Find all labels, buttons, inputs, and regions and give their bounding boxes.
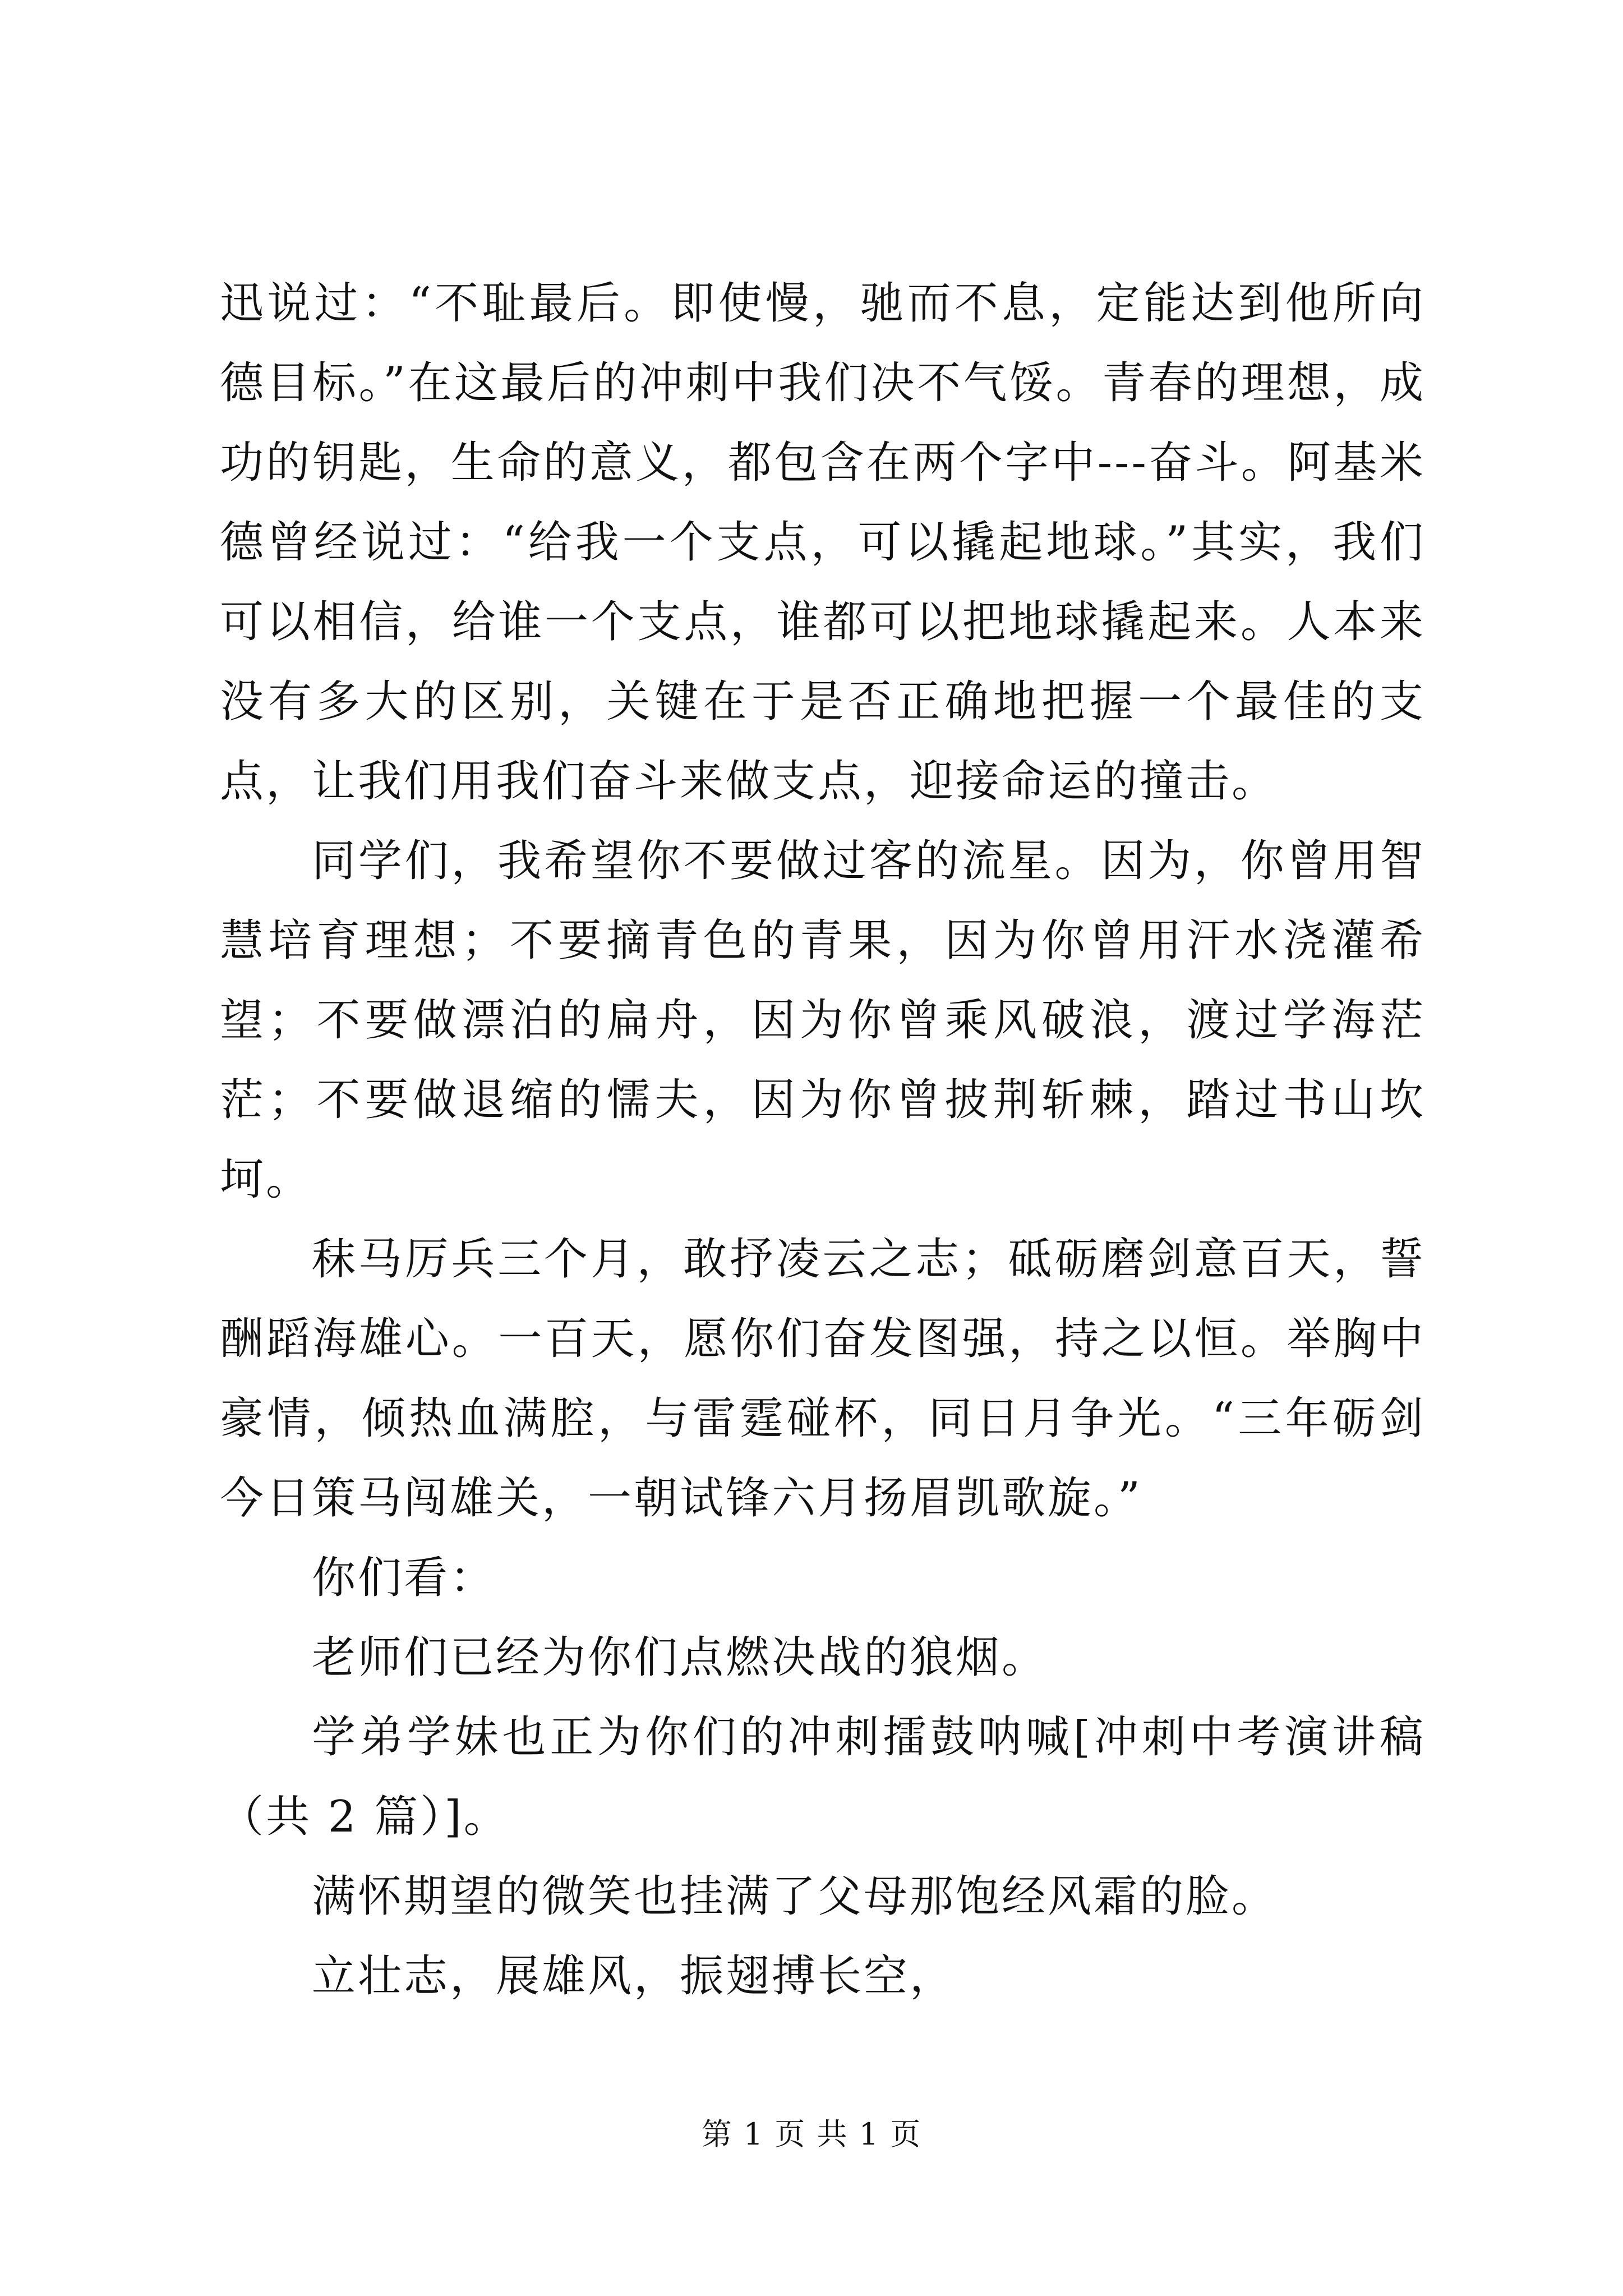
paragraph-parents: 满怀期望的微笑也挂满了父母那饱经风霜的脸。 [312,1871,1278,1922]
page-footer: 第 1 页 共 1 页 [701,2116,922,2152]
paragraph-look: 你们看： [312,1553,496,1603]
body-text [220,264,1426,2016]
paragraph-juniors: 学弟学妹也正为你们的冲刺擂鼓呐喊[冲刺中考演讲稿（共 2 篇）]。 [220,1712,1426,1842]
paragraph-teachers: 老师们已经为你们点燃决战的狼烟。 [312,1632,1048,1683]
paragraph-hundred-days: 秣马厉兵三个月，敢抒凌云之志；砥砺磨剑意百天，誓酬蹈海雄心。一百天，愿你们奋发图强，持之以恒。举胸中豪情，倾热血满腔，与雷霆碰杯，同日月争光。“三年砺剑今日策马闯雄关，一朝试锋六月扬眉凯歌旋。” [220,1234,1426,1524]
paragraph-classmates: 同学们，我希望你不要做过客的流星。因为，你曾用智慧培育理想；不要摘青色的青果，因为你曾用汗水浇灌希望；不要做漂泊的扁舟，因为你曾乘风破浪，渡过学海茫茫；不要做退缩的懦夫，因为你曾披荆斩棘，踏过书山坎坷。 [220,836,1426,1205]
paragraph-continuation: 迅说过：“不耻最后。即使慢，驰而不息，定能达到他所向德目标。”在这最后的冲刺中我们决不气馁。青春的理想，成功的钥匙，生命的意义，都包含在两个字中---奋斗。阿基米德曾经说过：“给我一个支点，可以撬起地球。”其实，我们可以相信，给谁一个支点，谁都可以把地球撬起来。人本来没有多大的区别，关键在于是否正确地把握一个最佳的支点，让我们用我们奋斗来做支点，迎接命运的撞击。 [220,278,1426,807]
paragraph-ambition: 立壮志，展雄风，振翅搏长空， [312,1951,956,2001]
